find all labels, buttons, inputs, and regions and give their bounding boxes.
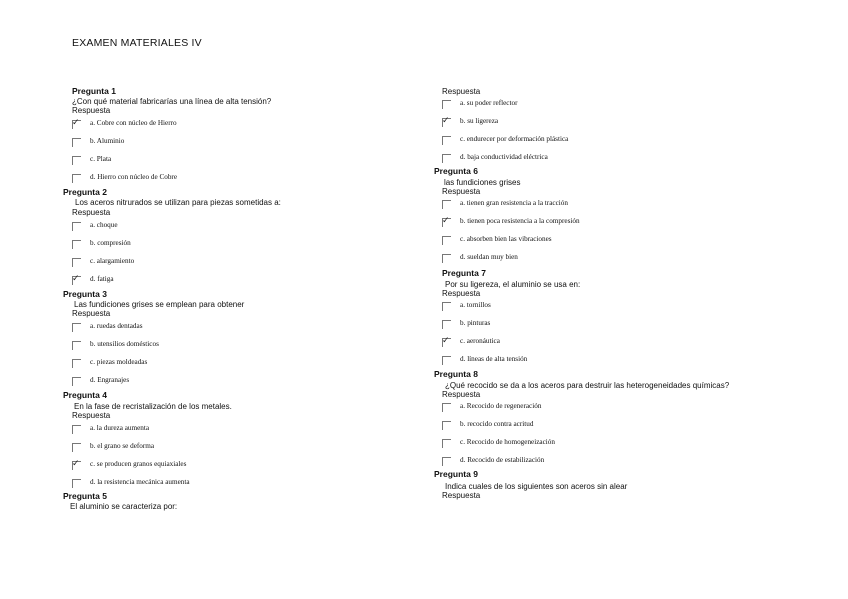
checkbox[interactable]	[442, 100, 451, 109]
checkbox[interactable]	[442, 254, 451, 263]
checkbox[interactable]	[442, 302, 451, 311]
checkbox[interactable]	[442, 236, 451, 245]
question-2-respuesta: Respuesta	[72, 208, 111, 217]
question-6-label: Pregunta 6	[434, 166, 478, 176]
checkbox[interactable]	[72, 341, 81, 350]
option-label: d. la resistencia mecánica aumenta	[90, 478, 190, 486]
option-label: b. utensilios domésticos	[90, 340, 159, 348]
checkbox[interactable]	[442, 136, 451, 145]
checkmark-icon: ✓	[72, 117, 80, 127]
checkbox[interactable]	[442, 403, 451, 412]
option-label: c. absorben bien las vibraciones	[460, 235, 552, 243]
checkmark-icon: ✓	[442, 215, 450, 225]
option-label: c. alargamiento	[90, 257, 135, 265]
option-label: c. Plata	[90, 155, 112, 163]
option-label: a. tornillos	[460, 301, 491, 309]
option-label: d. Hierro con núcleo de Cobre	[90, 173, 178, 181]
checkbox[interactable]	[442, 439, 451, 448]
option-label: a. Recocido de regeneración	[460, 402, 542, 410]
question-3-text: Las fundiciones grises se emplean para obtener	[74, 300, 245, 309]
question-6-respuesta: Respuesta	[442, 187, 481, 196]
option-label: d. sueldan muy bien	[460, 253, 518, 261]
checkbox[interactable]	[72, 377, 81, 386]
option-label: a. tienen gran resistencia a la tracción	[460, 199, 568, 207]
option-label: b. el grano se deforma	[90, 442, 155, 450]
checkbox[interactable]	[72, 359, 81, 368]
checkmark-icon: ✓	[442, 335, 450, 345]
checkbox[interactable]	[72, 258, 81, 267]
question-5-respuesta: Respuesta	[442, 87, 481, 96]
option-label: c. endurecer por deformación plástica	[460, 135, 569, 143]
question-9-label: Pregunta 9	[434, 469, 478, 479]
checkmark-icon: ✓	[442, 115, 450, 125]
checkbox[interactable]	[72, 222, 81, 231]
question-4-label: Pregunta 4	[63, 390, 107, 400]
option-label: c. piezas moldeadas	[90, 358, 148, 366]
checked-checkbox[interactable]	[72, 273, 81, 285]
question-3-label: Pregunta 3	[63, 289, 107, 299]
checkbox[interactable]	[72, 156, 81, 165]
option-label: b. Aluminio	[90, 137, 125, 145]
checked-checkbox[interactable]	[72, 458, 81, 470]
question-8-label: Pregunta 8	[434, 369, 478, 379]
question-7-respuesta: Respuesta	[442, 289, 481, 298]
checkbox[interactable]	[72, 138, 81, 147]
option-label: b. pinturas	[460, 319, 491, 327]
option-label: c. Recocido de homogeneización	[460, 438, 555, 446]
checkbox[interactable]	[442, 356, 451, 365]
option-label: c. se producen granos equiaxiales	[90, 460, 187, 468]
option-label: b. su ligereza	[460, 117, 499, 125]
checkbox[interactable]	[442, 457, 451, 466]
question-8-text: ¿Qué recocido se da a los aceros para destruir las heterogeneidades químicas?	[445, 381, 730, 390]
question-8-respuesta: Respuesta	[442, 390, 481, 399]
option-label: d. Recocido de estabilización	[460, 456, 545, 464]
option-label: b. tienen poca resistencia a la compresión	[460, 217, 580, 225]
checkbox[interactable]	[72, 174, 81, 183]
checkbox[interactable]	[442, 200, 451, 209]
option-label: a. ruedas dentadas	[90, 322, 143, 330]
question-2-text: Los aceros nitrurados se utilizan para piezas sometidas a:	[75, 198, 281, 207]
page-title: EXAMEN MATERIALES IV	[72, 37, 202, 49]
option-label: d. Engranajes	[90, 376, 130, 384]
checkmark-icon: ✓	[72, 273, 80, 283]
option-label: d. baja conductividad eléctrica	[460, 153, 548, 161]
option-label: a. la dureza aumenta	[90, 424, 150, 432]
option-label: c. aeronáutica	[460, 337, 500, 345]
checkbox[interactable]	[72, 323, 81, 332]
option-label: d. líneas de alta tensión	[460, 355, 528, 363]
option-label: a. Cobre con núcleo de Hierro	[90, 119, 177, 127]
question-1-label: Pregunta 1	[72, 86, 116, 96]
checkbox[interactable]	[72, 443, 81, 452]
question-9-text: Indica cuales de los siguientes son aceros sin alear	[445, 482, 628, 491]
checkbox[interactable]	[72, 479, 81, 488]
checkmark-icon: ✓	[72, 458, 80, 468]
question-4-respuesta: Respuesta	[72, 411, 111, 420]
checked-checkbox[interactable]	[442, 335, 451, 347]
checkbox[interactable]	[442, 320, 451, 329]
checkbox[interactable]	[72, 425, 81, 434]
checkbox[interactable]	[442, 421, 451, 430]
checkbox[interactable]	[442, 154, 451, 163]
question-5-label: Pregunta 5	[63, 491, 107, 501]
question-1-text: ¿Con qué material fabricarías una línea de alta tensión?	[72, 97, 272, 106]
checkbox[interactable]	[72, 240, 81, 249]
option-label: d. fatiga	[90, 275, 114, 283]
question-1-respuesta: Respuesta	[72, 106, 111, 115]
option-label: b. recocido contra acritud	[460, 420, 534, 428]
checked-checkbox[interactable]	[442, 215, 451, 227]
question-2-label: Pregunta 2	[63, 187, 107, 197]
question-7-label: Pregunta 7	[442, 268, 486, 278]
question-3-respuesta: Respuesta	[72, 309, 111, 318]
checked-checkbox[interactable]	[442, 115, 451, 127]
question-6-text: las fundiciones grises	[444, 178, 521, 187]
option-label: a. choque	[90, 221, 118, 229]
checked-checkbox[interactable]	[72, 117, 81, 129]
option-label: a. su poder reflector	[460, 99, 518, 107]
question-4-text: En la fase de recristalización de los metales.	[74, 402, 232, 411]
question-7-text: Por su ligereza, el aluminio se usa en:	[445, 280, 581, 289]
question-5-text: El aluminio se caracteriza por:	[70, 502, 178, 511]
option-label: b. compresión	[90, 239, 131, 247]
question-9-respuesta: Respuesta	[442, 491, 481, 500]
